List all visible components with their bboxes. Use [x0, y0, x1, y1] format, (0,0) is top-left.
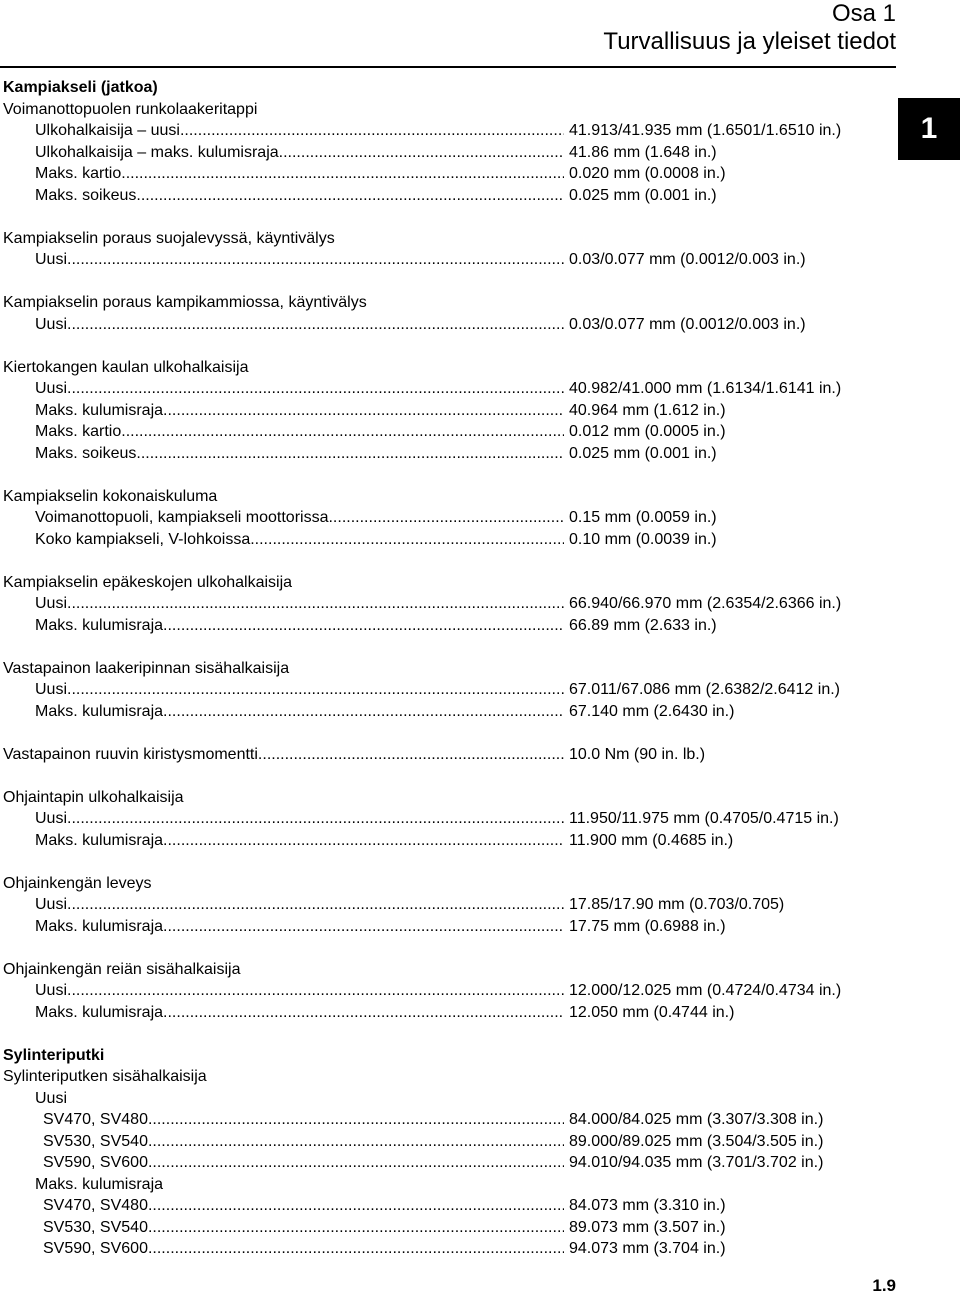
leader-dots — [180, 120, 564, 142]
spec-label: SV530, SV540 — [43, 1218, 148, 1236]
spec-value: 0.020 mm (0.0008 in.) — [569, 165, 726, 182]
subsection-title: Ohjainkengän reiän sisähalkaisija — [3, 960, 241, 978]
spec-row — [3, 894, 785, 916]
spacer — [3, 206, 893, 228]
spacer — [3, 636, 893, 658]
leader-dots — [148, 1152, 564, 1174]
leader-dots — [328, 507, 564, 529]
spec-label: Uusi — [35, 681, 68, 698]
spec-row — [3, 593, 842, 615]
spec-row — [3, 507, 717, 529]
subsection-title: Vastapainon laakeripinnan sisähalkaisija — [3, 659, 290, 677]
spec-label: Uusi — [35, 251, 68, 268]
subsection-title: Kampiakselin poraus kampikammiossa, käyntivälys — [3, 294, 367, 311]
spec-value: 0.025 mm (0.001 in.) — [569, 444, 717, 462]
group-label: Uusi — [35, 1089, 68, 1107]
spec-label: Ulkohalkaisija – maks. kulumisraja — [35, 143, 279, 161]
spec-label: Vastapainon ruuvin kiristysmomentti — [3, 745, 258, 763]
spec-row — [3, 1238, 726, 1260]
subsection-title: Ohjainkengän leveys — [3, 874, 152, 892]
spec-row — [3, 1217, 726, 1239]
spec-value: 10.0 Nm (90 in. lb.) — [569, 745, 706, 763]
chapter-tab: 1 — [898, 98, 960, 160]
spec-label: Maks. kulumisraja — [35, 831, 164, 849]
spec-label: Maks. soikeus — [35, 444, 137, 462]
spec-value: 67.140 mm (2.6430 in.) — [569, 702, 735, 720]
spec-row — [3, 400, 726, 422]
leader-dots — [148, 1195, 564, 1217]
spec-value: 17.75 mm (0.6988 in.) — [569, 917, 726, 935]
spec-label: SV590, SV600 — [43, 1154, 148, 1171]
spec-label: Koko kampiakseli, V-lohkoissa — [35, 530, 251, 548]
spec-row — [3, 744, 706, 766]
spacer — [3, 1023, 893, 1045]
spec-label: Maks. kulumisraja — [35, 702, 164, 720]
subsection-title: Kampiakselin poraus suojalevyssä, käyntivälys — [3, 229, 335, 247]
spec-value: 0.03/0.077 mm (0.0012/0.003 in.) — [569, 315, 806, 333]
leader-dots — [67, 980, 564, 1002]
spec-row — [3, 980, 842, 1002]
spec-value: 89.073 mm (3.507 in.) — [569, 1218, 726, 1236]
leader-dots — [163, 701, 564, 723]
spacer — [3, 765, 893, 787]
spec-value: 0.025 mm (0.001 in.) — [569, 186, 717, 204]
spec-row — [3, 701, 735, 723]
subsection-title: Kampiakselin kokonaiskuluma — [3, 487, 218, 505]
spec-label: SV470, SV480 — [43, 1197, 148, 1214]
spec-row — [3, 163, 726, 185]
spec-row — [3, 421, 726, 443]
spec-value: 41.86 mm (1.648 in.) — [569, 143, 717, 161]
spacer — [3, 550, 893, 572]
header-divider — [0, 66, 896, 68]
section-heading: Kampiakseli (jatkoa) — [3, 79, 158, 96]
spec-row — [3, 120, 842, 142]
spec-label: SV590, SV600 — [43, 1240, 148, 1257]
subsection-title: Kampiakselin epäkeskojen ulkohalkaisija — [3, 573, 293, 591]
spec-value: 89.000/89.025 mm (3.504/3.505 in.) — [569, 1132, 824, 1150]
spec-label: SV470, SV480 — [43, 1111, 148, 1128]
leader-dots — [148, 1131, 564, 1153]
spec-row — [3, 808, 839, 830]
spec-row — [3, 443, 717, 465]
subsection-title: Sylinteriputken sisähalkaisija — [3, 1068, 207, 1085]
spec-value: 94.010/94.035 mm (3.701/3.702 in.) — [569, 1154, 824, 1171]
spacer — [3, 937, 893, 959]
chapter-title: Turvallisuus ja yleiset tiedot — [603, 28, 896, 55]
spec-row — [3, 378, 842, 400]
spec-row — [3, 314, 806, 336]
leader-dots — [136, 443, 564, 465]
spec-label: Uusi — [35, 380, 68, 397]
subsection-title: Kiertokangen kaulan ulkohalkaisija — [3, 358, 249, 376]
spec-label: Uusi — [35, 810, 68, 827]
leader-dots — [163, 615, 564, 637]
spec-value: 0.012 mm (0.0005 in.) — [569, 423, 726, 440]
spec-value: 0.15 mm (0.0059 in.) — [569, 509, 717, 526]
spec-value: 17.85/17.90 mm (0.703/0.705) — [569, 896, 785, 913]
spec-row — [3, 1131, 824, 1153]
leader-dots — [163, 400, 564, 422]
leader-dots — [148, 1109, 564, 1131]
spec-row — [3, 1195, 726, 1217]
part-heading: Osa 1 — [831, 0, 896, 27]
leader-dots — [121, 421, 564, 443]
spec-value: 41.913/41.935 mm (1.6501/1.6510 in.) — [569, 122, 842, 139]
spec-label: Voimanottopuoli, kampiakseli moottorissa — [35, 509, 329, 526]
leader-dots — [121, 163, 564, 185]
spec-value: 66.89 mm (2.633 in.) — [569, 616, 717, 634]
spec-label: Maks. soikeus — [35, 186, 137, 204]
spec-label: Maks. kartio — [35, 165, 122, 182]
spec-list — [3, 77, 893, 1260]
spec-value: 40.964 mm (1.612 in.) — [569, 401, 726, 419]
spec-value: 12.000/12.025 mm (0.4724/0.4734 in.) — [569, 982, 842, 999]
leader-dots — [67, 808, 564, 830]
leader-dots — [163, 916, 564, 938]
spec-row — [3, 679, 840, 701]
leader-dots — [67, 679, 564, 701]
leader-dots — [148, 1238, 564, 1260]
spec-value: 0.03/0.077 mm (0.0012/0.003 in.) — [569, 251, 806, 268]
leader-dots — [148, 1217, 564, 1239]
spec-label: SV530, SV540 — [43, 1132, 148, 1150]
leader-dots — [250, 529, 564, 551]
spacer — [3, 271, 893, 293]
spec-value: 11.950/11.975 mm (0.4705/0.4715 in.) — [569, 810, 839, 827]
spacer — [3, 851, 893, 873]
spec-row — [3, 142, 717, 164]
spec-label: Maks. kulumisraja — [35, 917, 164, 935]
section-heading: Sylinteriputki — [3, 1046, 105, 1064]
leader-dots — [258, 744, 564, 766]
spec-value: 84.073 mm (3.310 in.) — [569, 1197, 726, 1214]
spec-value: 84.000/84.025 mm (3.307/3.308 in.) — [569, 1111, 824, 1128]
spec-row — [3, 1109, 824, 1131]
spec-label: Uusi — [35, 896, 68, 913]
spec-label: Uusi — [35, 595, 68, 612]
leader-dots — [163, 1002, 564, 1024]
spec-value: 11.900 mm (0.4685 in.) — [569, 831, 734, 849]
spec-row — [3, 529, 717, 551]
spec-label: Uusi — [35, 315, 68, 333]
spec-row — [3, 185, 717, 207]
spec-row — [3, 615, 717, 637]
leader-dots — [136, 185, 564, 207]
spec-row — [3, 916, 726, 938]
spec-value: 0.10 mm (0.0039 in.) — [569, 530, 717, 548]
leader-dots — [67, 249, 564, 271]
spacer — [3, 464, 893, 486]
leader-dots — [67, 314, 564, 336]
spec-row — [3, 1152, 824, 1174]
leader-dots — [67, 593, 564, 615]
spacer — [3, 722, 893, 744]
spec-label: Maks. kulumisraja — [35, 616, 164, 634]
spec-row — [3, 249, 806, 271]
spec-value: 94.073 mm (3.704 in.) — [569, 1240, 726, 1257]
subsection-title: Ohjaintapin ulkohalkaisija — [3, 788, 184, 806]
spec-value: 67.011/67.086 mm (2.6382/2.6412 in.) — [569, 681, 840, 698]
spec-row — [3, 1002, 735, 1024]
spec-label: Maks. kulumisraja — [35, 1003, 164, 1021]
leader-dots — [67, 894, 564, 916]
spec-label: Maks. kartio — [35, 423, 122, 440]
spec-value: 40.982/41.000 mm (1.6134/1.6141 in.) — [569, 380, 842, 397]
spec-value: 12.050 mm (0.4744 in.) — [569, 1003, 735, 1021]
spec-label: Maks. kulumisraja — [35, 401, 164, 419]
page-number: 1.9 — [872, 1276, 896, 1295]
spec-label: Ulkohalkaisija – uusi — [35, 122, 180, 139]
subsection-title: Voimanottopuolen runkolaakeritappi — [3, 100, 258, 118]
spec-row — [3, 830, 734, 852]
spec-label: Uusi — [35, 982, 68, 999]
leader-dots — [163, 830, 564, 852]
leader-dots — [279, 142, 564, 164]
spec-value: 66.940/66.970 mm (2.6354/2.6366 in.) — [569, 595, 842, 612]
spacer — [3, 335, 893, 357]
leader-dots — [67, 378, 564, 400]
group-label: Maks. kulumisraja — [35, 1175, 164, 1193]
